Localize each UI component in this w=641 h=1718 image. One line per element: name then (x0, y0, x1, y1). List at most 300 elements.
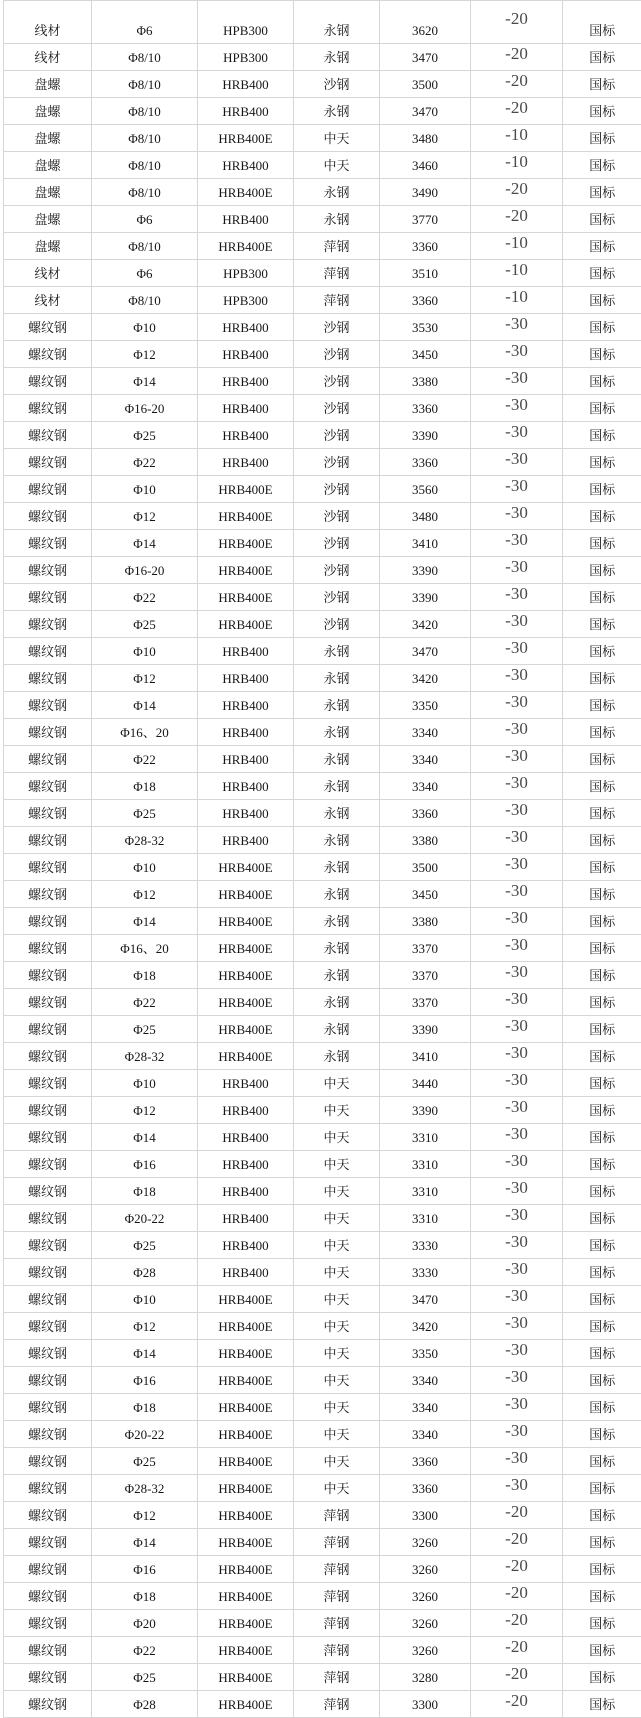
cell-change[interactable]: -30 (471, 611, 563, 638)
cell-price[interactable]: 3340 (380, 1367, 471, 1394)
cell-price[interactable]: 3420 (380, 1313, 471, 1340)
cell-standard[interactable]: 国标 (563, 503, 641, 530)
cell-grade[interactable]: HRB400 (198, 1178, 294, 1205)
cell-price[interactable]: 3300 (380, 1691, 471, 1718)
cell-change[interactable]: -30 (471, 962, 563, 989)
cell-spec[interactable]: Φ12 (92, 881, 198, 908)
cell-change[interactable]: -30 (471, 881, 563, 908)
cell-standard[interactable]: 国标 (563, 1124, 641, 1151)
cell-mill[interactable]: 萍钢 (294, 1529, 380, 1556)
cell-spec[interactable]: Φ8/10 (92, 179, 198, 206)
cell-mill[interactable]: 永钢 (294, 1, 380, 44)
cell-grade[interactable]: HRB400E (198, 962, 294, 989)
cell-grade[interactable]: HRB400E (198, 1475, 294, 1502)
cell-product-type[interactable]: 螺纹钢 (4, 746, 92, 773)
cell-grade[interactable]: HRB400E (198, 125, 294, 152)
cell-mill[interactable]: 萍钢 (294, 1502, 380, 1529)
cell-spec[interactable]: Φ12 (92, 1313, 198, 1340)
cell-grade[interactable]: HRB400 (198, 719, 294, 746)
cell-mill[interactable]: 沙钢 (294, 584, 380, 611)
cell-standard[interactable]: 国标 (563, 1502, 641, 1529)
cell-standard[interactable]: 国标 (563, 1232, 641, 1259)
cell-grade[interactable]: HPB300 (198, 44, 294, 71)
cell-price[interactable]: 3360 (380, 233, 471, 260)
cell-mill[interactable]: 萍钢 (294, 260, 380, 287)
cell-grade[interactable]: HRB400 (198, 665, 294, 692)
cell-change[interactable]: -30 (471, 692, 563, 719)
cell-standard[interactable]: 国标 (563, 557, 641, 584)
cell-mill[interactable]: 中天 (294, 1070, 380, 1097)
cell-price[interactable]: 3310 (380, 1124, 471, 1151)
cell-spec[interactable]: Φ12 (92, 503, 198, 530)
cell-standard[interactable]: 国标 (563, 341, 641, 368)
cell-grade[interactable]: HRB400 (198, 692, 294, 719)
cell-grade[interactable]: HRB400E (198, 1637, 294, 1664)
cell-change[interactable]: -20 (471, 206, 563, 233)
cell-change[interactable]: -20 (471, 98, 563, 125)
cell-spec[interactable]: Φ6 (92, 206, 198, 233)
cell-grade[interactable]: HRB400E (198, 1340, 294, 1367)
cell-grade[interactable]: HRB400 (198, 206, 294, 233)
cell-price[interactable]: 3380 (380, 827, 471, 854)
cell-standard[interactable]: 国标 (563, 1637, 641, 1664)
cell-price[interactable]: 3360 (380, 1475, 471, 1502)
cell-grade[interactable]: HRB400E (198, 935, 294, 962)
cell-price[interactable]: 3280 (380, 1664, 471, 1691)
cell-change[interactable]: -30 (471, 1448, 563, 1475)
cell-price[interactable]: 3500 (380, 854, 471, 881)
cell-price[interactable]: 3560 (380, 476, 471, 503)
cell-price[interactable]: 3450 (380, 881, 471, 908)
cell-product-type[interactable]: 螺纹钢 (4, 368, 92, 395)
cell-product-type[interactable]: 螺纹钢 (4, 1313, 92, 1340)
cell-mill[interactable]: 永钢 (294, 854, 380, 881)
cell-change[interactable]: -20 (471, 1664, 563, 1691)
cell-spec[interactable]: Φ8/10 (92, 44, 198, 71)
cell-price[interactable]: 3370 (380, 989, 471, 1016)
cell-standard[interactable]: 国标 (563, 1529, 641, 1556)
cell-standard[interactable]: 国标 (563, 908, 641, 935)
cell-spec[interactable]: Φ14 (92, 1340, 198, 1367)
cell-change[interactable]: -30 (471, 638, 563, 665)
cell-spec[interactable]: Φ25 (92, 422, 198, 449)
cell-grade[interactable]: HRB400 (198, 98, 294, 125)
cell-spec[interactable]: Φ18 (92, 1394, 198, 1421)
cell-mill[interactable]: 中天 (294, 1421, 380, 1448)
cell-grade[interactable]: HRB400E (198, 233, 294, 260)
cell-mill[interactable]: 萍钢 (294, 1637, 380, 1664)
cell-spec[interactable]: Φ8/10 (92, 287, 198, 314)
cell-product-type[interactable]: 盘螺 (4, 71, 92, 98)
cell-standard[interactable]: 国标 (563, 638, 641, 665)
cell-change[interactable]: -30 (471, 773, 563, 800)
cell-spec[interactable]: Φ28-32 (92, 1043, 198, 1070)
cell-grade[interactable]: HRB400E (198, 1556, 294, 1583)
cell-standard[interactable]: 国标 (563, 1421, 641, 1448)
cell-spec[interactable]: Φ10 (92, 476, 198, 503)
cell-mill[interactable]: 萍钢 (294, 287, 380, 314)
cell-mill[interactable]: 永钢 (294, 773, 380, 800)
cell-change[interactable]: -30 (471, 1016, 563, 1043)
cell-standard[interactable]: 国标 (563, 962, 641, 989)
cell-change[interactable]: -30 (471, 908, 563, 935)
cell-standard[interactable]: 国标 (563, 692, 641, 719)
cell-mill[interactable]: 永钢 (294, 1043, 380, 1070)
cell-product-type[interactable]: 螺纹钢 (4, 1421, 92, 1448)
cell-mill[interactable]: 沙钢 (294, 476, 380, 503)
cell-product-type[interactable]: 螺纹钢 (4, 422, 92, 449)
cell-product-type[interactable]: 螺纹钢 (4, 449, 92, 476)
cell-price[interactable]: 3450 (380, 341, 471, 368)
cell-spec[interactable]: Φ16、20 (92, 719, 198, 746)
cell-product-type[interactable]: 螺纹钢 (4, 611, 92, 638)
cell-product-type[interactable]: 螺纹钢 (4, 1016, 92, 1043)
cell-spec[interactable]: Φ25 (92, 800, 198, 827)
cell-standard[interactable]: 国标 (563, 98, 641, 125)
cell-price[interactable]: 3340 (380, 719, 471, 746)
cell-spec[interactable]: Φ28 (92, 1259, 198, 1286)
cell-spec[interactable]: Φ6 (92, 1, 198, 44)
cell-grade[interactable]: HRB400 (198, 746, 294, 773)
cell-standard[interactable]: 国标 (563, 125, 641, 152)
cell-spec[interactable]: Φ22 (92, 746, 198, 773)
cell-standard[interactable]: 国标 (563, 1043, 641, 1070)
cell-change[interactable]: -30 (471, 1286, 563, 1313)
cell-price[interactable]: 3620 (380, 1, 471, 44)
cell-grade[interactable]: HRB400E (198, 854, 294, 881)
cell-product-type[interactable]: 螺纹钢 (4, 1556, 92, 1583)
cell-spec[interactable]: Φ18 (92, 773, 198, 800)
cell-standard[interactable]: 国标 (563, 1664, 641, 1691)
cell-mill[interactable]: 中天 (294, 1178, 380, 1205)
cell-change[interactable]: -10 (471, 125, 563, 152)
cell-price[interactable]: 3390 (380, 422, 471, 449)
cell-mill[interactable]: 永钢 (294, 827, 380, 854)
cell-price[interactable]: 3370 (380, 962, 471, 989)
cell-mill[interactable]: 永钢 (294, 179, 380, 206)
cell-standard[interactable]: 国标 (563, 1286, 641, 1313)
cell-standard[interactable]: 国标 (563, 1556, 641, 1583)
cell-standard[interactable]: 国标 (563, 44, 641, 71)
cell-product-type[interactable]: 盘螺 (4, 152, 92, 179)
cell-grade[interactable]: HPB300 (198, 260, 294, 287)
cell-price[interactable]: 3470 (380, 44, 471, 71)
cell-mill[interactable]: 沙钢 (294, 314, 380, 341)
cell-change[interactable]: -10 (471, 233, 563, 260)
cell-price[interactable]: 3770 (380, 206, 471, 233)
cell-mill[interactable]: 永钢 (294, 908, 380, 935)
cell-standard[interactable]: 国标 (563, 773, 641, 800)
cell-mill[interactable]: 沙钢 (294, 341, 380, 368)
cell-change[interactable]: -30 (471, 1151, 563, 1178)
cell-mill[interactable]: 沙钢 (294, 530, 380, 557)
cell-standard[interactable]: 国标 (563, 1070, 641, 1097)
cell-grade[interactable]: HRB400 (198, 800, 294, 827)
cell-standard[interactable]: 国标 (563, 989, 641, 1016)
cell-grade[interactable]: HRB400E (198, 1583, 294, 1610)
cell-standard[interactable]: 国标 (563, 1394, 641, 1421)
cell-product-type[interactable]: 螺纹钢 (4, 908, 92, 935)
cell-grade[interactable]: HRB400 (198, 422, 294, 449)
cell-product-type[interactable]: 盘螺 (4, 206, 92, 233)
cell-grade[interactable]: HRB400E (198, 1529, 294, 1556)
cell-spec[interactable]: Φ14 (92, 1529, 198, 1556)
cell-grade[interactable]: HRB400E (198, 611, 294, 638)
cell-grade[interactable]: HRB400E (198, 1367, 294, 1394)
cell-change[interactable]: -30 (471, 1313, 563, 1340)
cell-standard[interactable]: 国标 (563, 260, 641, 287)
cell-grade[interactable]: HRB400E (198, 476, 294, 503)
cell-product-type[interactable]: 螺纹钢 (4, 1529, 92, 1556)
cell-mill[interactable]: 萍钢 (294, 1664, 380, 1691)
cell-product-type[interactable]: 螺纹钢 (4, 962, 92, 989)
cell-mill[interactable]: 沙钢 (294, 503, 380, 530)
cell-grade[interactable]: HRB400E (198, 557, 294, 584)
cell-standard[interactable]: 国标 (563, 1151, 641, 1178)
cell-grade[interactable]: HRB400E (198, 1286, 294, 1313)
cell-change[interactable]: -30 (471, 746, 563, 773)
cell-product-type[interactable]: 螺纹钢 (4, 1583, 92, 1610)
cell-product-type[interactable]: 螺纹钢 (4, 1664, 92, 1691)
cell-mill[interactable]: 中天 (294, 1340, 380, 1367)
cell-spec[interactable]: Φ28 (92, 1691, 198, 1718)
cell-product-type[interactable]: 线材 (4, 44, 92, 71)
cell-mill[interactable]: 沙钢 (294, 611, 380, 638)
cell-product-type[interactable]: 螺纹钢 (4, 1691, 92, 1718)
cell-price[interactable]: 3260 (380, 1610, 471, 1637)
cell-mill[interactable]: 中天 (294, 1205, 380, 1232)
cell-price[interactable]: 3350 (380, 692, 471, 719)
cell-mill[interactable]: 中天 (294, 1151, 380, 1178)
cell-mill[interactable]: 萍钢 (294, 233, 380, 260)
cell-price[interactable]: 3470 (380, 1286, 471, 1313)
cell-spec[interactable]: Φ14 (92, 530, 198, 557)
cell-grade[interactable]: HRB400E (198, 881, 294, 908)
cell-standard[interactable]: 国标 (563, 584, 641, 611)
cell-grade[interactable]: HRB400E (198, 1448, 294, 1475)
cell-price[interactable]: 3260 (380, 1529, 471, 1556)
cell-product-type[interactable]: 螺纹钢 (4, 665, 92, 692)
cell-mill[interactable]: 永钢 (294, 665, 380, 692)
cell-grade[interactable]: HRB400 (198, 395, 294, 422)
cell-price[interactable]: 3260 (380, 1637, 471, 1664)
cell-price[interactable]: 3300 (380, 1502, 471, 1529)
cell-product-type[interactable]: 盘螺 (4, 98, 92, 125)
cell-mill[interactable]: 萍钢 (294, 1610, 380, 1637)
cell-change[interactable]: -20 (471, 71, 563, 98)
cell-spec[interactable]: Φ22 (92, 989, 198, 1016)
cell-product-type[interactable]: 螺纹钢 (4, 1475, 92, 1502)
cell-standard[interactable]: 国标 (563, 530, 641, 557)
cell-product-type[interactable]: 螺纹钢 (4, 1124, 92, 1151)
cell-mill[interactable]: 中天 (294, 1259, 380, 1286)
cell-product-type[interactable]: 螺纹钢 (4, 395, 92, 422)
cell-price[interactable]: 3330 (380, 1259, 471, 1286)
cell-price[interactable]: 3480 (380, 503, 471, 530)
cell-spec[interactable]: Φ12 (92, 341, 198, 368)
cell-change[interactable]: -30 (471, 1394, 563, 1421)
cell-mill[interactable]: 中天 (294, 1313, 380, 1340)
cell-spec[interactable]: Φ8/10 (92, 152, 198, 179)
cell-standard[interactable]: 国标 (563, 152, 641, 179)
cell-change[interactable]: -20 (471, 1610, 563, 1637)
cell-spec[interactable]: Φ14 (92, 692, 198, 719)
cell-price[interactable]: 3410 (380, 530, 471, 557)
cell-change[interactable]: -30 (471, 422, 563, 449)
cell-price[interactable]: 3490 (380, 179, 471, 206)
cell-product-type[interactable]: 螺纹钢 (4, 854, 92, 881)
cell-product-type[interactable]: 螺纹钢 (4, 530, 92, 557)
cell-price[interactable]: 3360 (380, 1448, 471, 1475)
cell-standard[interactable]: 国标 (563, 1, 641, 44)
cell-standard[interactable]: 国标 (563, 233, 641, 260)
cell-standard[interactable]: 国标 (563, 368, 641, 395)
cell-product-type[interactable]: 螺纹钢 (4, 584, 92, 611)
cell-change[interactable]: -30 (471, 935, 563, 962)
cell-product-type[interactable]: 螺纹钢 (4, 989, 92, 1016)
cell-standard[interactable]: 国标 (563, 1367, 641, 1394)
cell-product-type[interactable]: 螺纹钢 (4, 557, 92, 584)
cell-grade[interactable]: HRB400E (198, 584, 294, 611)
cell-grade[interactable]: HRB400 (198, 449, 294, 476)
cell-product-type[interactable]: 盘螺 (4, 179, 92, 206)
cell-spec[interactable]: Φ14 (92, 908, 198, 935)
cell-mill[interactable]: 中天 (294, 1286, 380, 1313)
cell-grade[interactable]: HRB400 (198, 1232, 294, 1259)
cell-grade[interactable]: HRB400E (198, 908, 294, 935)
cell-spec[interactable]: Φ10 (92, 314, 198, 341)
cell-standard[interactable]: 国标 (563, 422, 641, 449)
cell-standard[interactable]: 国标 (563, 449, 641, 476)
cell-product-type[interactable]: 螺纹钢 (4, 1151, 92, 1178)
cell-change[interactable]: -30 (471, 800, 563, 827)
cell-grade[interactable]: HRB400 (198, 773, 294, 800)
cell-price[interactable]: 3340 (380, 746, 471, 773)
cell-price[interactable]: 3480 (380, 125, 471, 152)
cell-product-type[interactable]: 螺纹钢 (4, 1610, 92, 1637)
cell-standard[interactable]: 国标 (563, 71, 641, 98)
cell-change[interactable]: -20 (471, 1583, 563, 1610)
cell-change[interactable]: -30 (471, 1124, 563, 1151)
cell-mill[interactable]: 沙钢 (294, 557, 380, 584)
cell-change[interactable]: -30 (471, 449, 563, 476)
cell-grade[interactable]: HRB400 (198, 314, 294, 341)
cell-spec[interactable]: Φ14 (92, 368, 198, 395)
cell-grade[interactable]: HRB400E (198, 1016, 294, 1043)
cell-product-type[interactable]: 螺纹钢 (4, 314, 92, 341)
cell-standard[interactable]: 国标 (563, 1448, 641, 1475)
cell-price[interactable]: 3380 (380, 368, 471, 395)
cell-change[interactable]: -30 (471, 1178, 563, 1205)
cell-spec[interactable]: Φ8/10 (92, 233, 198, 260)
cell-standard[interactable]: 国标 (563, 1610, 641, 1637)
cell-product-type[interactable]: 螺纹钢 (4, 1232, 92, 1259)
cell-mill[interactable]: 中天 (294, 152, 380, 179)
cell-product-type[interactable]: 螺纹钢 (4, 1043, 92, 1070)
cell-change[interactable]: -20 (471, 1556, 563, 1583)
cell-product-type[interactable]: 螺纹钢 (4, 1367, 92, 1394)
cell-change[interactable]: -10 (471, 287, 563, 314)
cell-mill[interactable]: 永钢 (294, 98, 380, 125)
cell-price[interactable]: 3530 (380, 314, 471, 341)
cell-mill[interactable]: 中天 (294, 1097, 380, 1124)
cell-product-type[interactable]: 螺纹钢 (4, 1259, 92, 1286)
cell-grade[interactable]: HRB400E (198, 1421, 294, 1448)
cell-product-type[interactable]: 螺纹钢 (4, 1340, 92, 1367)
cell-standard[interactable]: 国标 (563, 1097, 641, 1124)
cell-price[interactable]: 3260 (380, 1556, 471, 1583)
cell-spec[interactable]: Φ28-32 (92, 1475, 198, 1502)
cell-change[interactable]: -20 (471, 1691, 563, 1718)
cell-product-type[interactable]: 螺纹钢 (4, 719, 92, 746)
cell-product-type[interactable]: 螺纹钢 (4, 773, 92, 800)
cell-change[interactable]: -20 (471, 1, 563, 44)
cell-mill[interactable]: 中天 (294, 1475, 380, 1502)
cell-mill[interactable]: 永钢 (294, 881, 380, 908)
cell-price[interactable]: 3360 (380, 395, 471, 422)
cell-change[interactable]: -30 (471, 1475, 563, 1502)
cell-mill[interactable]: 中天 (294, 1448, 380, 1475)
cell-spec[interactable]: Φ25 (92, 1232, 198, 1259)
cell-grade[interactable]: HRB400E (198, 503, 294, 530)
cell-mill[interactable]: 萍钢 (294, 1556, 380, 1583)
cell-change[interactable]: -20 (471, 1502, 563, 1529)
cell-mill[interactable]: 永钢 (294, 1016, 380, 1043)
cell-price[interactable]: 3420 (380, 665, 471, 692)
cell-change[interactable]: -30 (471, 1367, 563, 1394)
cell-product-type[interactable]: 螺纹钢 (4, 638, 92, 665)
cell-change[interactable]: -30 (471, 395, 563, 422)
cell-spec[interactable]: Φ25 (92, 611, 198, 638)
cell-change[interactable]: -30 (471, 989, 563, 1016)
cell-mill[interactable]: 永钢 (294, 962, 380, 989)
cell-change[interactable]: -20 (471, 179, 563, 206)
cell-spec[interactable]: Φ10 (92, 1070, 198, 1097)
cell-standard[interactable]: 国标 (563, 476, 641, 503)
cell-change[interactable]: -30 (471, 1070, 563, 1097)
cell-spec[interactable]: Φ16 (92, 1151, 198, 1178)
cell-spec[interactable]: Φ28-32 (92, 827, 198, 854)
cell-change[interactable]: -30 (471, 854, 563, 881)
cell-spec[interactable]: Φ22 (92, 1637, 198, 1664)
cell-change[interactable]: -30 (471, 584, 563, 611)
cell-price[interactable]: 3370 (380, 935, 471, 962)
cell-change[interactable]: -30 (471, 827, 563, 854)
cell-standard[interactable]: 国标 (563, 1205, 641, 1232)
cell-mill[interactable]: 沙钢 (294, 422, 380, 449)
cell-grade[interactable]: HRB400 (198, 368, 294, 395)
cell-grade[interactable]: HRB400E (198, 530, 294, 557)
cell-mill[interactable]: 中天 (294, 1367, 380, 1394)
cell-spec[interactable]: Φ16、20 (92, 935, 198, 962)
cell-price[interactable]: 3500 (380, 71, 471, 98)
cell-grade[interactable]: HRB400 (198, 1205, 294, 1232)
cell-standard[interactable]: 国标 (563, 665, 641, 692)
cell-change[interactable]: -30 (471, 1340, 563, 1367)
cell-grade[interactable]: HRB400E (198, 1691, 294, 1718)
cell-product-type[interactable]: 线材 (4, 1, 92, 44)
cell-standard[interactable]: 国标 (563, 1016, 641, 1043)
cell-grade[interactable]: HRB400E (198, 1043, 294, 1070)
cell-change[interactable]: -20 (471, 1637, 563, 1664)
cell-price[interactable]: 3340 (380, 1394, 471, 1421)
cell-grade[interactable]: HRB400E (198, 1394, 294, 1421)
cell-standard[interactable]: 国标 (563, 206, 641, 233)
cell-change[interactable]: -10 (471, 260, 563, 287)
cell-spec[interactable]: Φ20-22 (92, 1205, 198, 1232)
cell-spec[interactable]: Φ22 (92, 449, 198, 476)
cell-standard[interactable]: 国标 (563, 719, 641, 746)
